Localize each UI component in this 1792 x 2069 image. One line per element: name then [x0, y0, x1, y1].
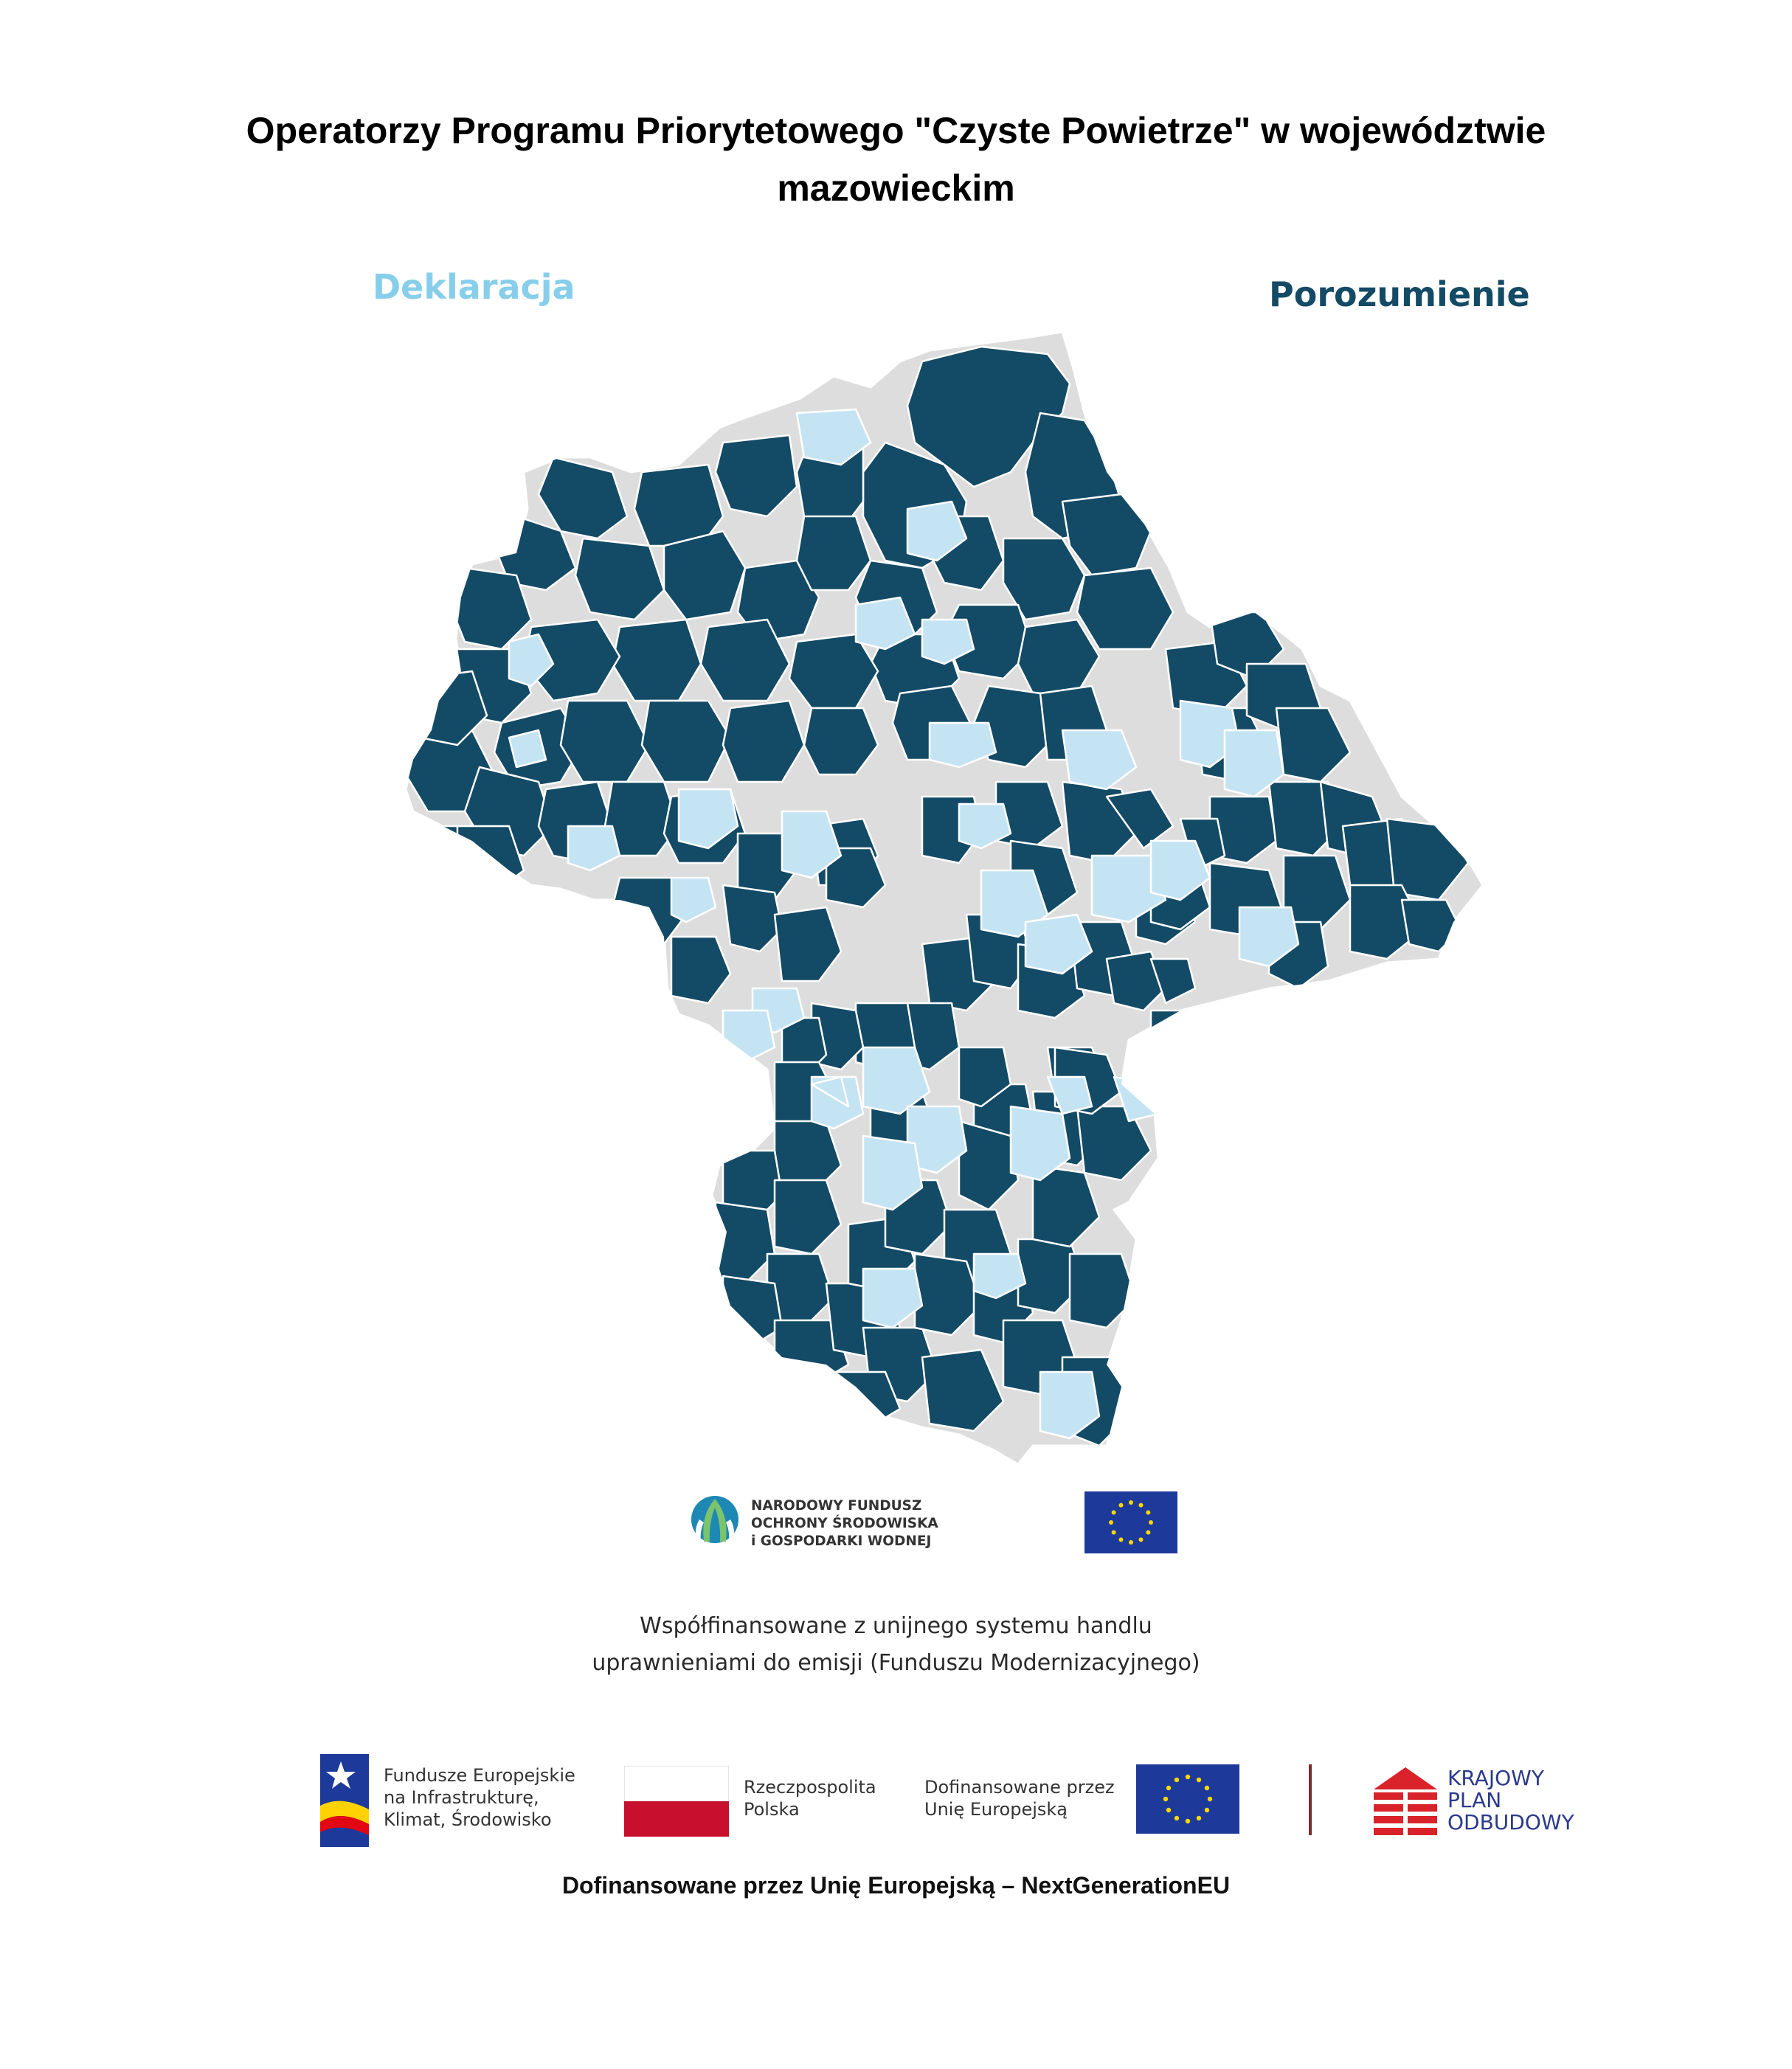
nfos-line-3: i GOSPODARKI WODNEJ [751, 1533, 932, 1549]
eu-star [1112, 1531, 1116, 1535]
eu-star [1197, 1816, 1201, 1820]
nfos-line-2: OCHRONY ŚRODOWISKA [751, 1516, 938, 1531]
eu-star [1139, 1537, 1144, 1542]
eu-flag-icon [1084, 1491, 1177, 1553]
eu-star [1112, 1511, 1116, 1515]
eu-star [1186, 1775, 1190, 1779]
eu-star [1149, 1520, 1153, 1525]
eu-star [1186, 1819, 1190, 1823]
eu-star [1129, 1500, 1133, 1505]
kpo-line-1: KRAJOWY [1447, 1766, 1544, 1790]
eu-star [1175, 1778, 1179, 1782]
separator [1309, 1764, 1312, 1835]
eu-star [1119, 1503, 1124, 1508]
eu-star [1166, 1786, 1171, 1790]
ue-cofunded [924, 1776, 1115, 1820]
cofinancing-line-2: uprawnieniami do emisji (Funduszu Modernizacyjnego) [592, 1650, 1200, 1676]
ue-line-1: Dofinansowane przez [924, 1777, 1115, 1798]
poland-flag-icon [624, 1766, 729, 1837]
kpo-logo-icon [1374, 1767, 1437, 1835]
legend-declaration: Deklaracja [373, 267, 575, 307]
footer-note: Dofinansowane przez Unię Europejską – NextGenerationEU [561, 1872, 1231, 1899]
eu-star [1139, 1503, 1144, 1508]
rp-name [744, 1776, 876, 1820]
ue-line-2: Unię Europejską [924, 1799, 1068, 1820]
cofinancing-line-1: Współfinansowane z unijnego systemu handlu [640, 1613, 1152, 1639]
rp-line-2: Polska [744, 1799, 800, 1820]
eu-star [1205, 1786, 1209, 1790]
eu-star [1205, 1808, 1209, 1812]
fe-line-2: na Infrastrukturę, [384, 1787, 539, 1808]
eu-star [1146, 1531, 1150, 1535]
fe-name [384, 1764, 575, 1831]
nfos-line-1: NARODOWY FUNDUSZ [751, 1498, 922, 1514]
nfos-name [751, 1497, 938, 1550]
fe-line-1: Fundusze Europejskie [384, 1765, 575, 1786]
funding-logos-bar [0, 1748, 1792, 1859]
kpo-line-2: PLAN [1447, 1788, 1502, 1812]
eu-star [1208, 1797, 1212, 1801]
eu-star [1166, 1808, 1171, 1812]
fe-line-3: Klimat, Środowisko [384, 1809, 552, 1830]
eu-star [1146, 1511, 1150, 1515]
eu-star [1119, 1537, 1124, 1542]
title-line-1: Operatorzy Programu Priorytetowego "Czyste Powietrze" w województwie [246, 110, 1546, 151]
eu-star [1129, 1540, 1133, 1545]
eu-star [1197, 1778, 1201, 1782]
eu-star [1163, 1797, 1168, 1801]
kpo-name [1447, 1767, 1574, 1834]
title-line-2: mazowieckim [777, 167, 1015, 209]
cofinancing-note [0, 1608, 1792, 1682]
legend-agreement: Porozumienie [1269, 274, 1530, 314]
eu-star [1175, 1816, 1179, 1820]
eu-flag-icon [1136, 1764, 1239, 1834]
kpo-line-3: ODBUDOWY [1447, 1810, 1574, 1834]
nfos-tree-icon [682, 1490, 748, 1556]
eu-star [1109, 1520, 1113, 1525]
rp-line-1: Rzeczpospolita [744, 1777, 876, 1798]
fe-logo-icon [320, 1754, 369, 1847]
